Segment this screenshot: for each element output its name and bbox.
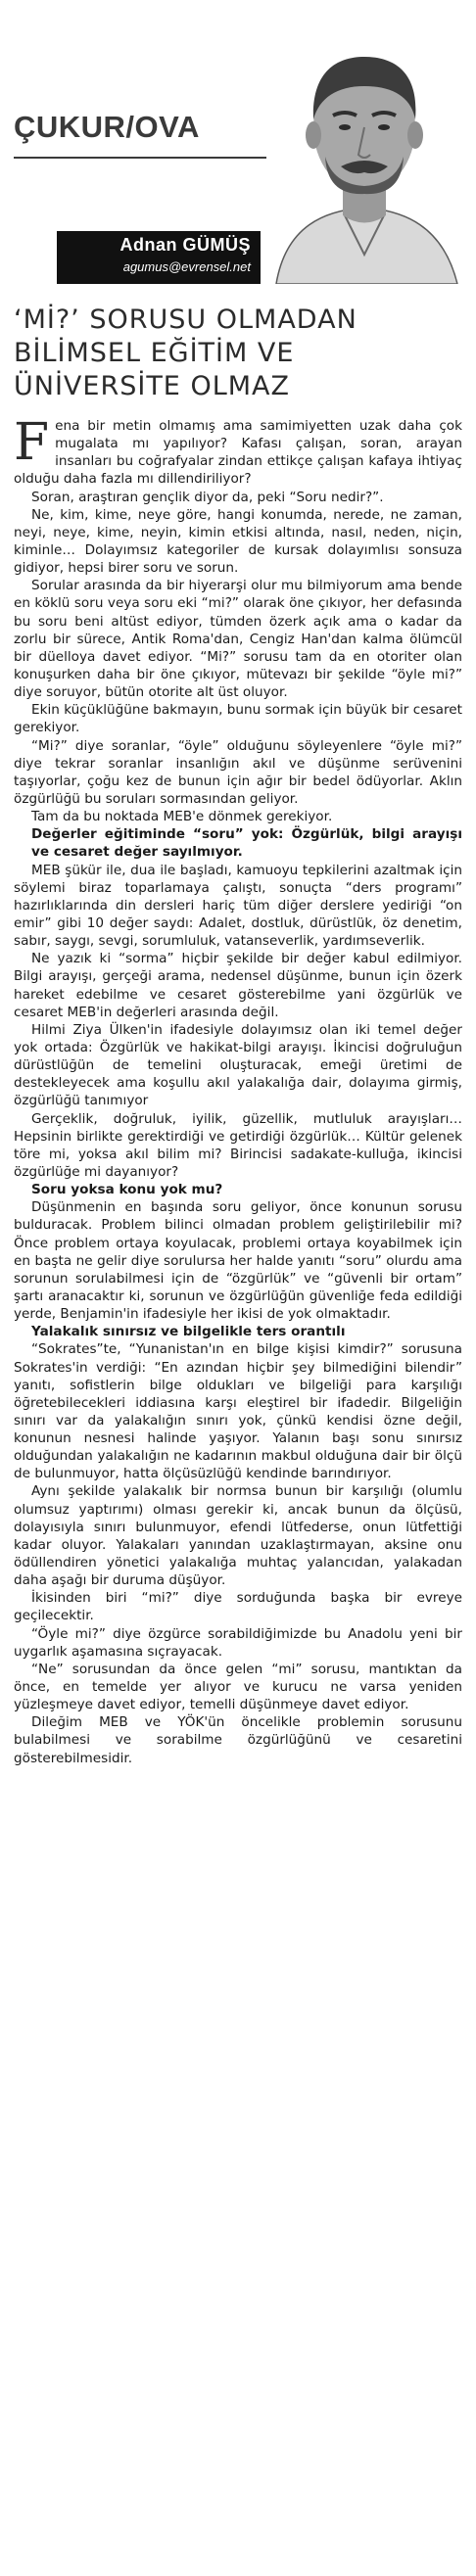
article-paragraph: İkisinden biri “mi?” diye sorduğunda başka bir evreye geçilecektir. (14, 1590, 462, 1624)
column-section-title: ÇUKUR/OVA (14, 110, 200, 144)
column-page (14, 29, 462, 1767)
drop-cap: F (14, 413, 50, 473)
article-title: ‘Mİ?’ SORUSU OLMADAN BİLİMSEL EĞİTİM VE ÜNİVERSİTE OLMAZ (14, 304, 357, 402)
author-email: agumus@evrensel.net (122, 259, 251, 274)
article-paragraph: Ne yazık ki “sorma” hiçbir şekilde bir değer kabul edilmiyor. Bilgi arayışı, gerçeği arama, nedensel düşünme, bunun için özerk hareket edebilme ve cesaret gösterebilme yani özgürlük ve cesaret MEB'in değerleri arasında değil. (14, 951, 462, 1020)
section-title-rule (14, 157, 308, 159)
article-paragraph: Soran, araştıran gençlik diyor da, peki “Soru nedir?”. (31, 489, 384, 505)
column-header (14, 29, 462, 286)
article-subheading: Soru yoksa konu yok mu? (31, 1182, 223, 1198)
author-bar (57, 231, 261, 284)
article-paragraph: Ne, kim, kime, neye göre, hangi konumda, nerede, ne zaman, neyi, neye, kime, neyin, kimin etkisi altında, nasıl, neden, niçin, kiminle… Dolayımsız kategoriler de kursak dolayımlısı sonsuza gidiyor, hepsi birer soru ve sorun. (14, 506, 462, 577)
article-subheading: Yalakalık sınırsız ve bilgelikle ters orantılı (31, 1324, 346, 1340)
article-paragraph: Ekin küçüklüğüne bakmayın, bunu sormak için büyük bir cesaret gerekiyor. (14, 702, 462, 736)
article-paragraph: Düşünmenin en başında soru geliyor, önce konunun sorusu bulduracak. Problem bilinci olmadan problem geliştirilebilir mi? Önce problem ortaya koyulacak, problemi ortaya koyabilmek için en başta ne gelir diye sorulursa her halde yanıtı “soru” olurdu ama sorunun sorulabilmesi için de “özgürlük” ve “güvenli bir ortam” şartı aranacaktır ki, sorunun ve özgürlüğün güvenliğe feda edildiği yerde, Benjamin'in ifadesiyle her ikisi de yok olmaktadır. (14, 1199, 462, 1323)
author-name: Adnan GÜMÜŞ (119, 235, 251, 255)
article-lead-paragraph: Fena bir metin olmamış ama samimiyetten uzak daha çok mugalata mı yapılıyor? Kafası çalışan, soran, arayan insanları bu coğrafyalar zindan ettikçe çalışan kafaya ihtiyaç olduğu daha fazla mı dillendiriliyor? (14, 413, 462, 488)
article-paragraph: Aynı şekilde yalakalık bir normsa bunun bir karşılığı (olumlu olumsuz yaptırımı) olması gerekir ki, ancak bunun da ölçüsü, dolayısıyla sınırı bulunmuyor, efendi lütfederse, onun lütfettiği kadar oluyor. Yalakaları yanından uzaklaştırmayan, aksine onu ödüllendiren yönetici yalakalığa muhtaç yalancıdan, yalakadan daha aşağı bir duruma düşüyor. (14, 1483, 462, 1589)
article-paragraph: Dileğim MEB ve YÖK'ün öncelikle problemin sorusunu bulabilmesi ve sorabilme özgürlüğünü ve cesaretini gösterebilmesidir. (14, 1714, 462, 1766)
article-paragraph: MEB şükür ile, dua ile başladı, kamuoyu tepkilerini azaltmak için söylemi biraz toparlamaya çalıştı, sonuçta “ders programı” hazırlıklarında din dersleri hariç tüm diğer derslere yediriği “on emir” gibi 10 değer saydı: Adalet, dostluk, dürüstlük, öz denetim, sabır, saygı, sevgi, sorumluluk, vatanseverlik, yardımseverlik. (14, 862, 462, 950)
article-paragraph: Tam da bu noktada MEB'e dönmek gerekiyor. (31, 809, 333, 825)
article-paragraph: “Ne” sorusundan da önce gelen “mi” sorusu, mantıktan da önce, en temelde yer alıyor ve kurucu ne varsa yeniden yüzleşmeye davet ediyor, temelli düşünmeye davet ediyor. (14, 1661, 462, 1713)
article-paragraph: Gerçeklik, doğruluk, iyilik, güzellik, mutluluk arayışları… Hepsinin birlikte gerektirdiği ve getirdiği özgürlük… Kültür gelenek töre mi, yoksa akıl bilim mi? Birincisi sadakate-kulluğa, ikincisi özgürlüğe mi dayanıyor? (14, 1110, 462, 1180)
article-paragraph: Hilmi Ziya Ülken'in ifadesiyle dolayımsız olan iki temel değer yok ortada: Özgürlük ve hakikat-bilgi arayışı. İkincisi doğruluğun dürüstlüğün de temelini oluşturacak, emeği üretimi de destekleyecek ama koşullu akıl yalakalığa dair, dolayıma girmiş, özgürlüğü tanımıyor (14, 1021, 462, 1109)
author-portrait-image (266, 29, 462, 284)
author-photo (266, 29, 462, 284)
article-body (14, 413, 462, 1767)
article-paragraph: “Öyle mi?” diye özgürce sorabildiğimizde bu Anadolu yeni bir uygarlık aşamasına sıçrayacak. (14, 1625, 462, 1660)
article-paragraph: Sorular arasında da bir hiyerarşi olur mu bilmiyorum ama bende en köklü soru veya soru eki “mi?” olarak öne çıkıyor, her defasında bu soru beni altüst ediyor, tümden özerk açık ama o kadar da zorlu bir sürece, Antik Roma'dan, Cengiz Han'dan kalma ölümcül bir düelloya davet ediyor. “Mi?” sorusu tam da en otoriter olan konuşurken daha bir öne çıkıyor, mütevazı bir şekilde “öyle mi?” diye soruyor, bütün otorite alt üst oluyor. (14, 578, 462, 701)
article-subheading: Değerler eğitiminde “soru” yok: Özgürlük, bilgi arayışı ve cesaret değer sayılmıyor. (31, 826, 462, 861)
article-paragraph: “Mi?” diye soranlar, “öyle” olduğunu söyleyenlere “öyle mi?” diye tekrar soranlar insanlığın akıl ve düşünme serüvenini taşıyorlar, çoğu kez de bunun için ağır bir bedel ödüyorlar. Aklın özgürlüğü bu soruları sormasından geliyor. (14, 737, 462, 807)
article-paragraph: “Sokrates”te, “Yunanistan'ın en bilge kişisi kimdir?” sorusuna Sokrates'in verdiği: “En azından hiçbir şey bilmediğini bilendir” yanıtı, sofistlerin bilge oldukları ve bilgeliği para karşılığı öğretebilecekleri iddiasına karşı eleştirel bir ifadedir. Bilgeliğin sınırı var da yalakalığın sınırı yok, çünkü kendisi özne değil, konunun nesnesi halinde yaşıyor. Yalanın başı sonu sınırsız olduğundan yalakalığın ne kadarının makbul olduğuna dair bir ölçü de bulunmuyor, hatta ölçüsüzlüğü kendinde barındırıyor. (14, 1341, 462, 1482)
